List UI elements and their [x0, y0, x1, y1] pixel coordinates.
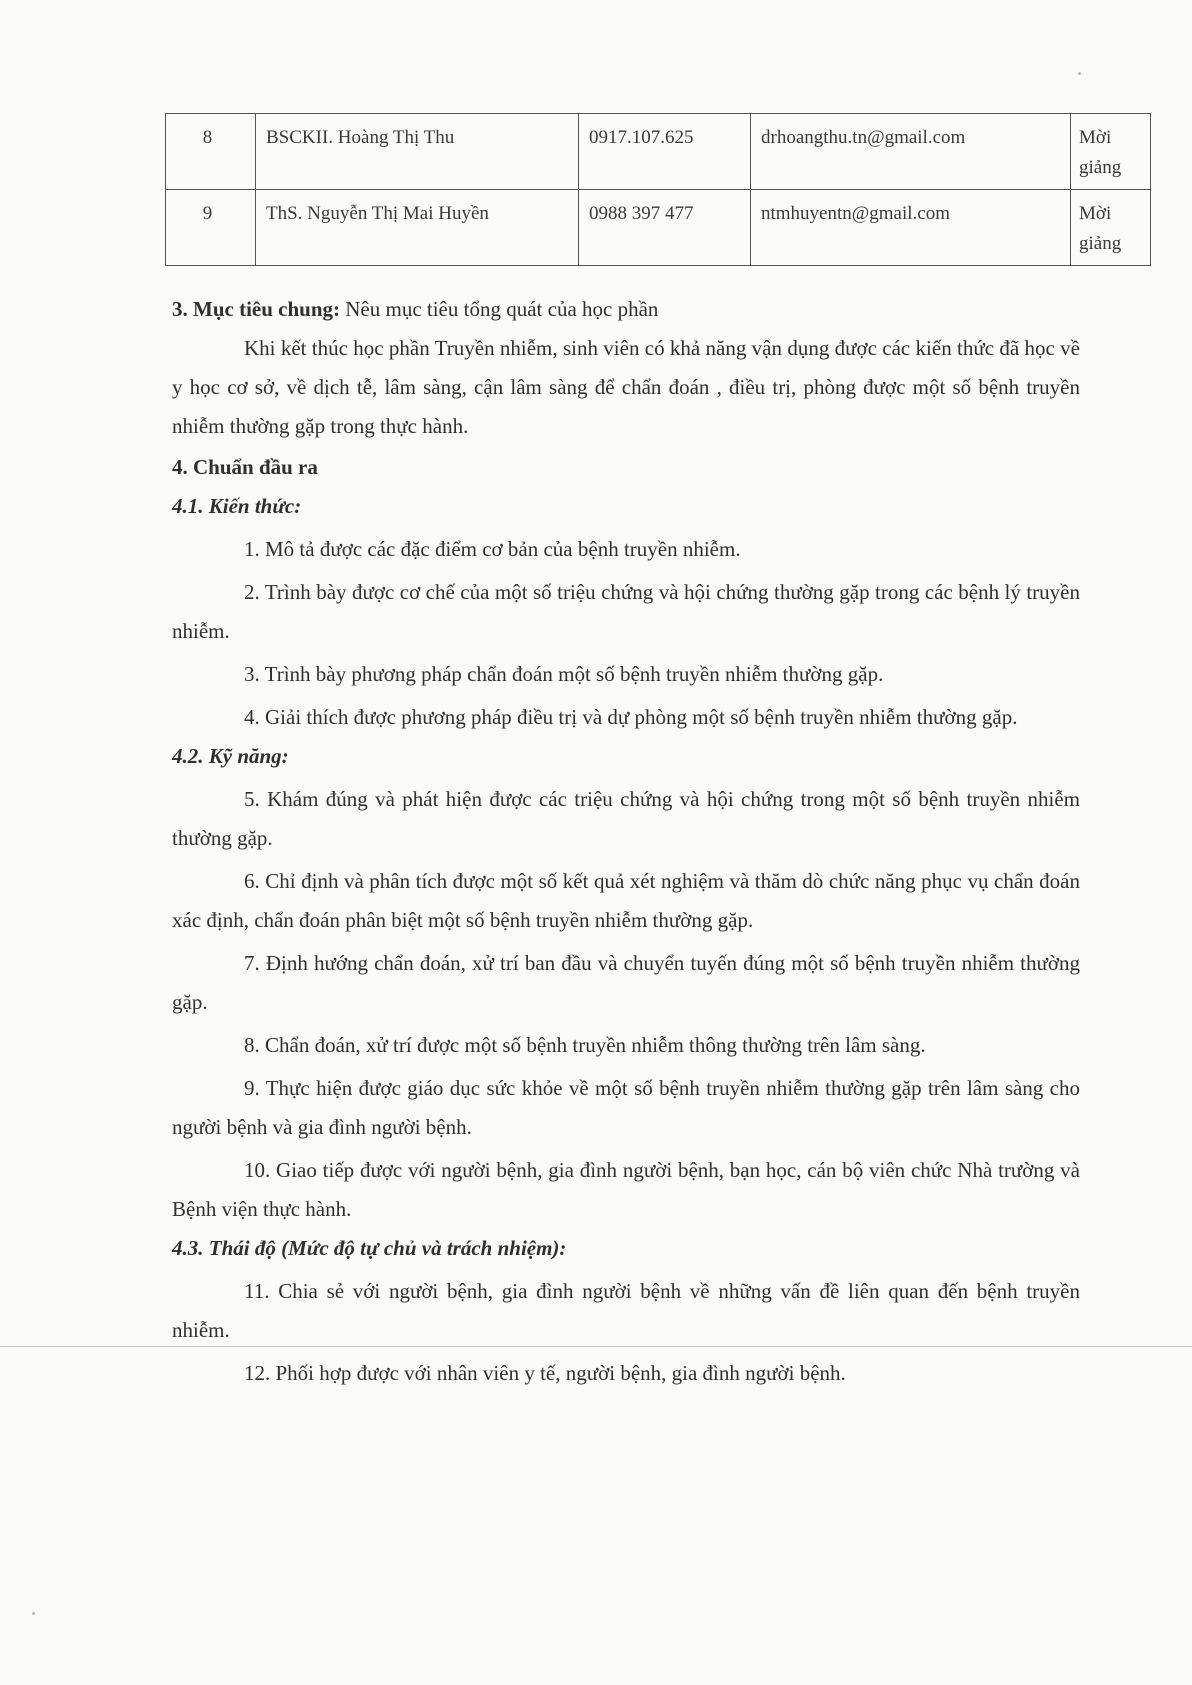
section-3-title: 3. Mục tiêu chung:: [172, 297, 340, 321]
outcome-item: 11. Chia sẻ với người bệnh, gia đình người bệnh về những vấn đề liên quan đến bệnh truyền nhiễm.: [172, 1279, 1080, 1342]
stt-cell: 8: [166, 114, 256, 190]
outcome-item: 1. Mô tả được các đặc điểm cơ bản của bệnh truyền nhiễm.: [244, 537, 741, 561]
section-3-note: Nêu mục tiêu tổng quát của học phần: [340, 297, 659, 321]
knowledge-heading: 4.1. Kiến thức:: [172, 494, 302, 518]
scan-speck: [32, 1612, 35, 1615]
outcome-item: 3. Trình bày phương pháp chẩn đoán một số bệnh truyền nhiễm thường gặp.: [244, 662, 884, 686]
outcome-item: 2. Trình bày được cơ chế của một số triệu chứng và hội chứng thường gặp trong các bệnh lý truyền nhiễm.: [172, 580, 1080, 643]
section-3-paragraph: Khi kết thúc học phần Truyền nhiễm, sinh viên có khả năng vận dụng được các kiến thức đã học về y học cơ sở, về dịch tễ, lâm sàng, cận lâm sàng để chẩn đoán , điều trị, phòng được một số bệnh truyền nhiễm thường gặp trong thực hành.: [172, 336, 1080, 438]
email-cell: drhoangthu.tn@gmail.com: [751, 114, 1071, 190]
table-row: [166, 114, 1151, 190]
table-row: [166, 190, 1151, 266]
name-cell: ThS. Nguyễn Thị Mai Huyền: [256, 190, 579, 266]
outcome-item: 7. Định hướng chẩn đoán, xử trí ban đầu và chuyển tuyến đúng một số bệnh truyền nhiễm thường gặp.: [172, 951, 1080, 1014]
outcome-item: 9. Thực hiện được giáo dục sức khỏe về một số bệnh truyền nhiễm thường gặp trên lâm sàng cho người bệnh và gia đình người bệnh.: [172, 1076, 1080, 1139]
outcome-item: 5. Khám đúng và phát hiện được các triệu chứng và hội chứng trong một số bệnh truyền nhiễm thường gặp.: [172, 787, 1080, 850]
name-cell: BSCKII. Hoàng Thị Thu: [256, 114, 579, 190]
staff-table: [165, 113, 1151, 266]
attitude-heading: 4.3. Thái độ (Mức độ tự chủ và trách nhiệm):: [172, 1236, 567, 1260]
phone-cell: 0917.107.625: [579, 114, 751, 190]
email-cell: ntmhuyentn@gmail.com: [751, 190, 1071, 266]
role-cell: Mời giảng: [1071, 114, 1151, 190]
skills-heading: 4.2. Kỹ năng:: [172, 744, 289, 768]
outcome-item: 6. Chỉ định và phân tích được một số kết quả xét nghiệm và thăm dò chức năng phục vụ chẩn đoán xác định, chẩn đoán phân biệt một số bệnh truyền nhiễm thường gặp.: [172, 869, 1080, 932]
outcome-item: 10. Giao tiếp được với người bệnh, gia đình người bệnh, bạn học, cán bộ viên chức Nhà trường và Bệnh viện thực hành.: [172, 1158, 1080, 1221]
outcome-item: 12. Phối hợp được với nhân viên y tế, người bệnh, gia đình người bệnh.: [244, 1361, 846, 1385]
section-3-heading: [172, 290, 1080, 329]
scan-fold-line: [0, 1346, 1192, 1347]
document-body: [172, 290, 1080, 1393]
section-4-heading: 4. Chuẩn đầu ra: [172, 455, 318, 479]
stt-cell: 9: [166, 190, 256, 266]
scan-speck: [1078, 72, 1081, 75]
outcome-item: 8. Chẩn đoán, xử trí được một số bệnh truyền nhiễm thông thường trên lâm sàng.: [244, 1033, 926, 1057]
outcome-item: 4. Giải thích được phương pháp điều trị và dự phòng một số bệnh truyền nhiễm thường gặp.: [244, 705, 1018, 729]
role-cell: Mời giảng: [1071, 190, 1151, 266]
phone-cell: 0988 397 477: [579, 190, 751, 266]
